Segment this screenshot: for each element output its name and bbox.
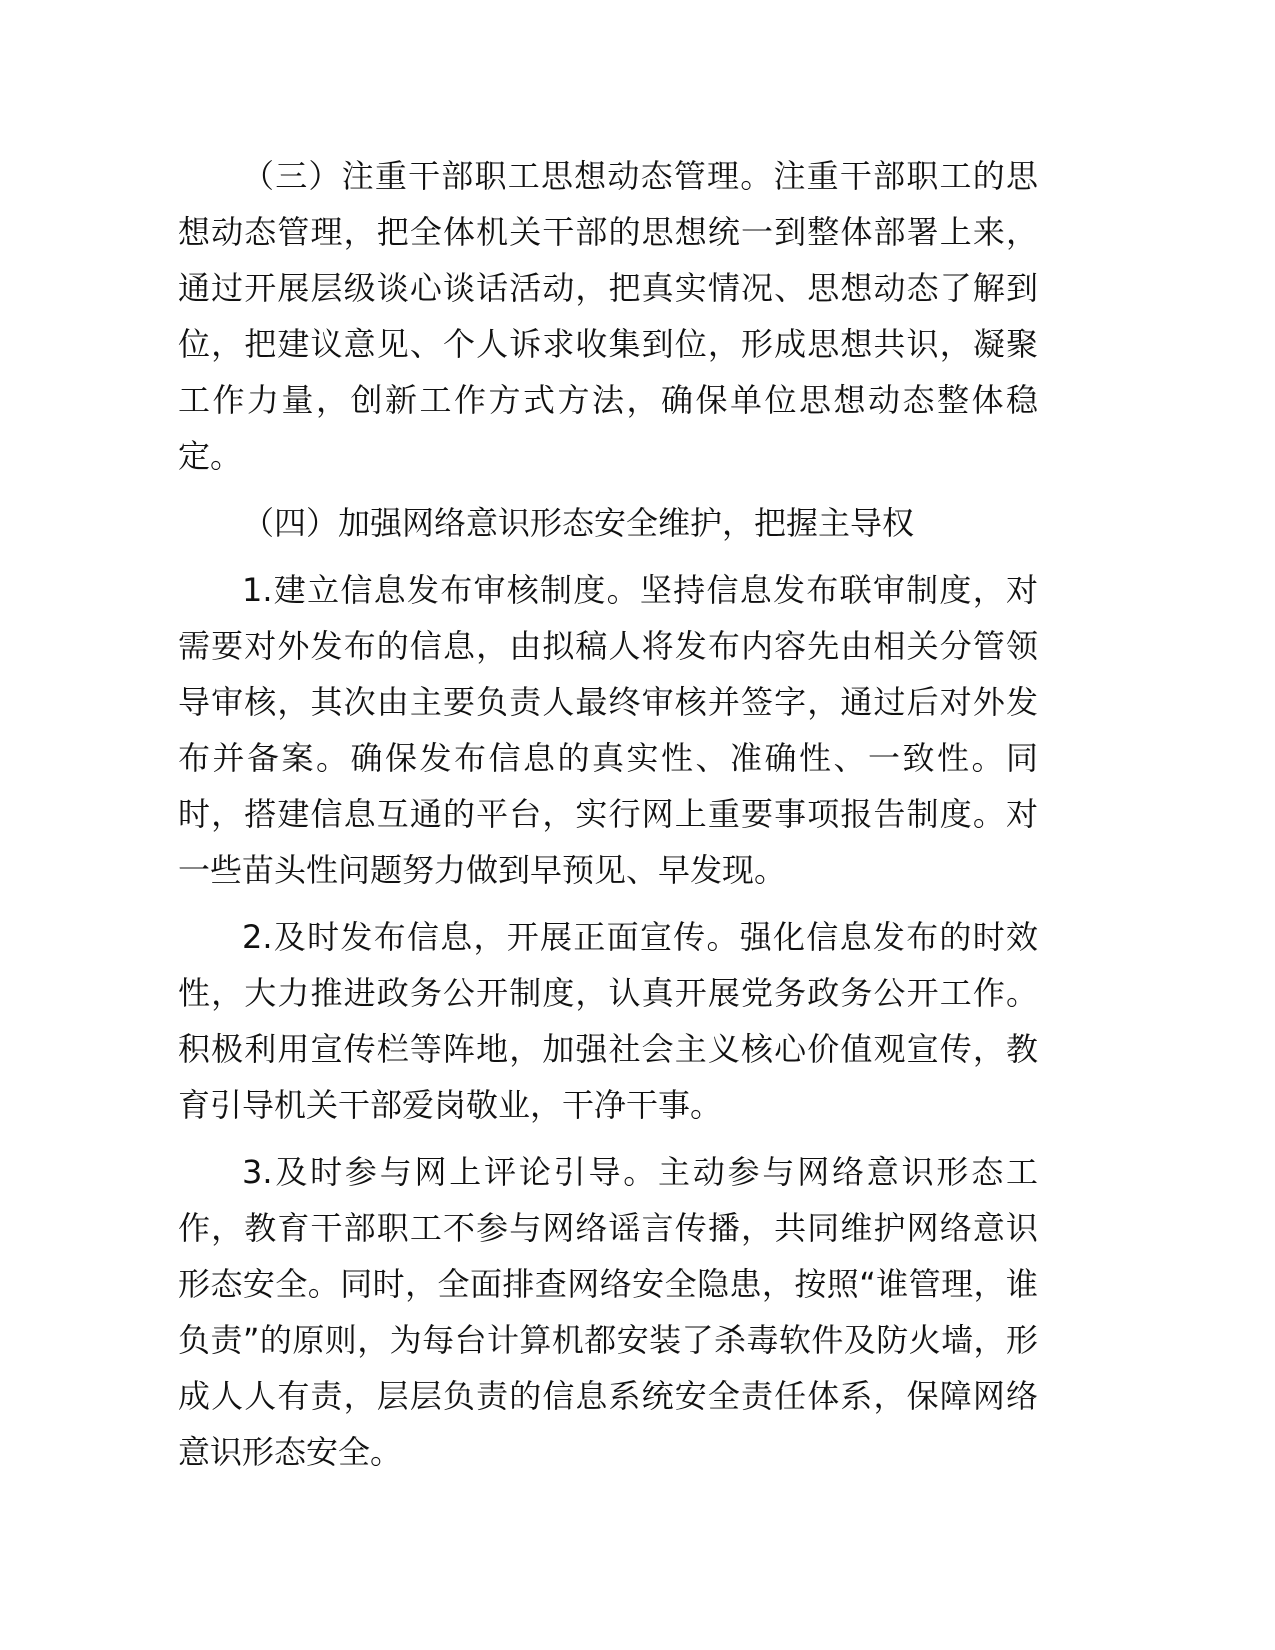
paragraph-section-3: （三）注重干部职工思想动态管理。注重干部职工的思想动态管理，把全体机关干部的思想统一到整体部署上来，通过开展层级谈心谈话活动，把真实情况、思想动态了解到位，把建议意见、个人诉求收集到位，形成思想共识，凝聚工作力量，创新工作方式方法，确保单位思想动态整体稳定。 [178, 157, 1038, 475]
document-body [178, 148, 1038, 1491]
paragraph-item-3: 3.及时参与网上评论引导。主动参与网络意识形态工作，教育干部职工不参与网络谣言传播，共同维护网络意识形态安全。同时，全面排查网络安全隐患，按照“谁管理，谁负责”的原则，为每台计算机都安装了杀毒软件及防火墙，形成人人有责，层层负责的信息系统安全责任体系，保障网络意识形态安全。 [178, 1153, 1038, 1471]
paragraph-section-4-heading: （四）加强网络意识形态安全维护，把握主导权 [242, 504, 915, 542]
paragraph-item-1: 1.建立信息发布审核制度。坚持信息发布联审制度，对需要对外发布的信息，由拟稿人将发布内容先由相关分管领导审核，其次由主要负责人最终审核并签字，通过后对外发布并备案。确保发布信息的真实性、准确性、一致性。同时，搭建信息互通的平台，实行网上重要事项报告制度。对一些苗头性问题努力做到早预见、早发现。 [178, 571, 1038, 889]
paragraph-item-2: 2.及时发布信息，开展正面宣传。强化信息发布的时效性，大力推进政务公开制度，认真开展党务政务公开工作。积极利用宣传栏等阵地，加强社会主义核心价值观宣传，教育引导机关干部爱岗敬业，干净干事。 [178, 918, 1038, 1124]
